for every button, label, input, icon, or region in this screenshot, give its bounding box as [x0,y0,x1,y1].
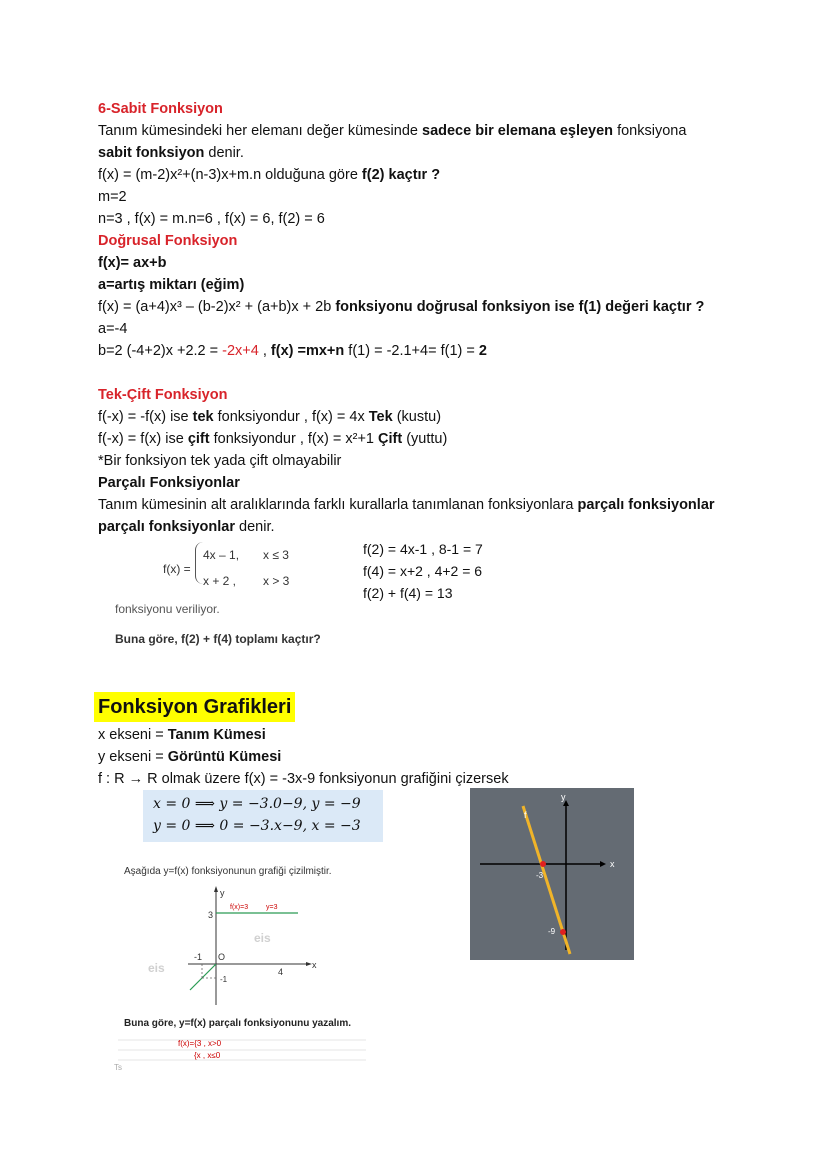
watermark-2: eis [148,961,165,975]
watermark-1: eis [254,931,271,945]
math-line2: y = 0 ⟹ 0 = −3.x−9, x = −3 [153,818,361,834]
graph-x-label: x [610,859,615,869]
piecewise-graph-sketch [108,860,378,1070]
line-graph-svg [470,788,634,960]
dogrusal-formula: f(x)= ax+b [98,255,167,271]
sketch-4-label: 4 [278,967,284,977]
dogrusal-slope: a=artış miktarı (eğim) [98,277,245,293]
piecewise-lhs: f(x) = [163,562,191,576]
grafik-intro: f : R → R olmak üzere f(x) = -3x-9 fonksiyonun grafiğini çizersek [98,771,509,787]
sketch-title: Aşağıda y=f(x) fonksiyonunun grafiği çizilmiştir. [124,866,332,877]
sketch-ts-mark: Ts [114,1063,122,1070]
sabit-step1: m=2 [98,189,127,205]
piecewise-solution [363,538,483,604]
grafik-title: Fonksiyon Grafikleri [94,692,295,722]
y-axis-def: y ekseni = Görüntü Kümesi [98,749,282,765]
cift-line: f(-x) = f(x) ise çift fonksiyondur , f(x) = x²+1 Çift (yuttu) [98,431,448,447]
graph-x-arrow [600,861,606,867]
sketch-3-label: 3 [208,910,214,920]
parcali-definition-line2: parçalı fonksiyonlar denir. [98,519,275,535]
sabit-definition-line1: Tanım kümesindeki her elemanı değer kümesinde sadece bir elemana eşleyen fonksiyona [98,123,687,139]
solution-line2: f(4) = x+2 , 4+2 = 6 [363,563,483,579]
graph-f-label: f [524,810,527,820]
section-heading-tekcift: Tek-Çift Fonksiyon [98,387,228,403]
solution-line3: f(2) + f(4) = 13 [363,585,453,601]
document-body [98,98,738,516]
sketch-m1-label: -1 [194,952,203,962]
tekcift-note: *Bir fonksiyon tek yada çift olmayabilir [98,453,342,469]
piecewise-rule1: 4x – 1, [203,548,240,562]
parcali-definition-line1: Tanım kümesinin alt aralıklarında farklı kurallarla tanımlanan fonksiyonlara parçalı fonksiyonlar [98,497,715,513]
section-heading-sabit: 6-Sabit Fonksiyon [98,101,223,117]
sketch-m1b-label: -1 [220,975,228,984]
dogrusal-question: f(x) = (a+4)x³ – (b-2)x² + (a+b)x + 2b fonksiyonu doğrusal fonksiyon ise f(1) değeri kaçtır ? [98,299,705,315]
graph-minus3-label: -3 [536,871,544,880]
graph-y-intercept [560,929,566,935]
line-graph-image [470,788,634,960]
solution-line1: f(2) = 4x-1 , 8-1 = 7 [363,541,483,557]
sketch-x-label: x [312,960,317,970]
dogrusal-step-a: a=-4 [98,321,128,337]
sketch-y-arrow [214,886,218,892]
math-solution-box [143,790,383,842]
sketch-origin-label: O [218,952,226,962]
sketch-y3-label: y=3 [266,904,278,911]
piecewise-given: fonksiyonu veriliyor. [115,602,220,616]
sketch-answer2: {x , x≤0 [194,1051,221,1060]
sabit-definition-line2: sabit fonksiyon denir. [98,145,244,161]
sketch-answer1: f(x)={3 , x>0 [178,1039,222,1048]
piecewise-problem [115,540,375,650]
piecewise-cond1: x ≤ 3 [263,548,289,562]
piecewise-cond2: x > 3 [263,574,290,588]
sabit-step2: n=3 , f(x) = m.n=6 , f(x) = 6, f(2) = 6 [98,211,325,227]
sketch-diagonal-line [190,964,216,990]
graph-y-label: y [561,792,566,802]
piecewise-question: Buna göre, f(2) + f(4) toplamı kaçtır? [115,632,321,646]
section-heading-dogrusal: Doğrusal Fonksiyon [98,233,238,249]
sabit-question: f(x) = (m-2)x²+(n-3)x+m.n olduğuna göre f(2) kaçtır ? [98,167,441,183]
piecewise-rule2: x + 2 , [203,574,237,588]
sketch-svg [108,860,378,1070]
section-heading-parcali: Parçalı Fonksiyonlar [98,475,240,491]
sketch-f3-label: f(x)=3 [230,904,249,911]
math-line1: x = 0 ⟹ y = −3.0−9, y = −9 [153,796,361,812]
grafik-section [98,672,509,790]
dogrusal-step-b: b=2 (-4+2)x +2.2 = -2x+4 , f(x) =mx+n f(1) = -2.1+4= f(1) = 2 [98,343,487,359]
x-axis-def: x ekseni = Tanım Kümesi [98,727,266,743]
graph-x-intercept [540,861,546,867]
sketch-question: Buna göre, y=f(x) parçalı fonksiyonunu yazalım. [124,1018,351,1029]
graph-minus9-label: -9 [548,927,556,936]
tek-line: f(-x) = -f(x) ise tek fonksiyondur , f(x) = 4x Tek (kustu) [98,409,442,425]
sketch-y-label: y [220,888,225,898]
